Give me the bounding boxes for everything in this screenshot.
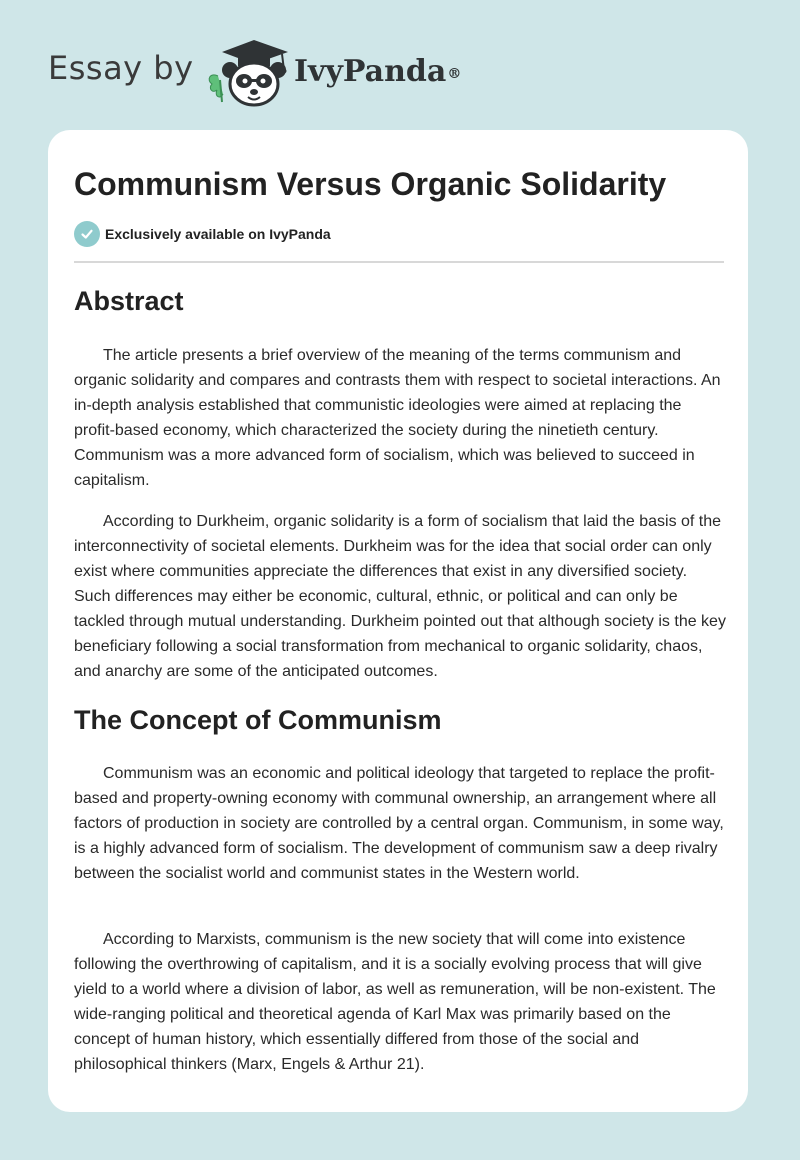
essay-card (48, 130, 748, 1112)
essay-by-label: Essay by (48, 49, 194, 87)
paragraph: Communism was an economic and political ideology that targeted to replace the profit-based and property-owning economy with communal ownership, an arrangement where all factors of production in society are controlled by a central organ. Communism, in some way, is a highly advanced form of socialism. The development of communism saw a deep rivalry between the socialist world and communist states in the Western world. (74, 765, 724, 882)
exclusive-label: Exclusive‌ly available on IvyPanda (105, 226, 331, 242)
brand-text: IvyPanda (294, 54, 447, 89)
section-heading-abstract: Abstract (74, 286, 184, 316)
registered-mark: ® (447, 66, 462, 82)
brand-name[interactable] (294, 52, 461, 92)
paragraph: According to Marxists, communism is the new society that will come into existence following the overthrowing of capitalism, and it is a socially evolving process that will give yield to a world where a division of labor, as well as remuneration, will be non-existent. The wide-ranging political and theoretical agenda of Karl Max was primarily based on the concept of human history, which essentially differed from those of the social and philosophical thinkers (Marx, Engels & Arthur 21). (74, 931, 716, 1073)
exclusive-badge (74, 220, 331, 248)
check-circle-icon (74, 221, 100, 247)
paragraph: According to Durkheim, organic solidarity is a form of socialism that laid the basis of the interconnectivity of societal elements. Durkheim was for the idea that social order can only exist where communities appreciate the differences that exist in any diversified society. Such differences may either be economic, cultural, ethnic, or political and can only be tackled through mutual understanding. Durkheim pointed out that although society is the key beneficiary following a social transformation from mechanical to organic solidarity, chaos, and anarchy are some of the anticipated outcomes. (74, 513, 726, 680)
panda-graduate-icon[interactable] (200, 36, 292, 108)
site-header (0, 0, 800, 120)
page-title: Communism Versus Organic Solidarity (74, 166, 667, 202)
divider (74, 261, 724, 263)
section-heading-concept-of-communism: The Concept of Communism (74, 705, 442, 735)
paragraph: The article presents a brief overview of the meaning of the terms communism and organic solidarity and compares and contrasts them with respect to societal interactions. An in-depth analysis established that communistic ideologies were aimed at replacing the profit-based economy, which characterized the society during the ninetieth century. Communism was a more advanced form of socialism, which was believed to succeed in capitalism. (74, 347, 721, 489)
